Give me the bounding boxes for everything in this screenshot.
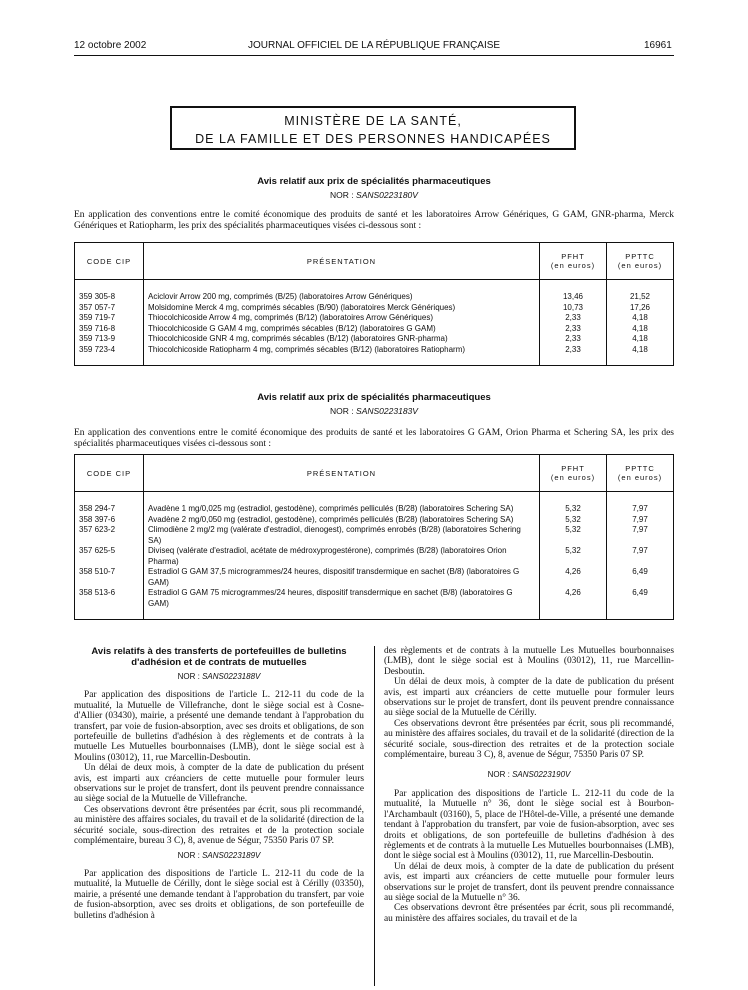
- left-paragraph-1: Par application des dispositions de l'article L. 212-11 du code de la mutualité, la Mutuelle de Villefranche, dont le siège social est à Cosne-d'Allier (03430), mairie, a présenté une demande tendant à l'approbation du transfert, par voie de fusion-absorption, avec ses droits et obligations, de son portefeuille de bulletins d'adhésion à des règlements et de contrats à la mutuelle Les Mutuelles bourbonnaises (LMB), dont le siège social est à Moulins (03012), 11, rue Marcellin-Desboutin.: [74, 690, 364, 763]
- left-paragraph-3: Ces observations devront être présentées par écrit, sous pli recommandé, au ministère des affaires sociales, du travail et de la solidarité (direction de la sécurité sociale, sous-direction des retraites et de la protection sociale complémentaire, bureau 3 C), 8, avenue de Ségur, 75350 Paris 07 SP.: [74, 804, 364, 847]
- cell-presentation: Molsidomine Merck 4 mg, comprimés sécables (B/90) (laboratoires Merck Génériques): [144, 303, 540, 314]
- table-row: [75, 280, 674, 303]
- right-paragraph-6: Ces observations devront être présentées par écrit, sous pli recommandé, au ministère des affaires sociales, du travail et de la: [384, 903, 674, 924]
- cell-cip: 358 294-7: [75, 492, 144, 515]
- cell-cip: 358 513-6: [75, 588, 144, 620]
- cell-pttc: 4,18: [607, 313, 674, 324]
- col-header-presentation: PRÉSENTATION: [144, 455, 540, 492]
- avis-1-table: [74, 242, 674, 366]
- col-header-pfht: PFHT (en euros): [540, 243, 607, 280]
- cell-pttc: 4,18: [607, 324, 674, 335]
- ministry-line-2: DE LA FAMILLE ET DES PERSONNES HANDICAPÉES: [195, 132, 551, 146]
- left-nor-1: NOR : SANS0223188V: [177, 672, 261, 681]
- cell-pttc: 4,18: [607, 345, 674, 366]
- cell-pfht: 10,73: [540, 303, 607, 314]
- cell-cip: 359 719-7: [75, 313, 144, 324]
- table-header-row: [75, 455, 674, 492]
- avis-2-title: Avis relatif aux prix de spécialités pharmaceutiques: [257, 392, 491, 403]
- cell-cip: 359 716-8: [75, 324, 144, 335]
- cell-pttc: 7,97: [607, 515, 674, 526]
- cell-cip: 358 397-6: [75, 515, 144, 526]
- cell-presentation: Thiocolchicoside G GAM 4 mg, comprimés sécables (B/12) (laboratoires G GAM): [144, 324, 540, 335]
- cell-cip: 358 510-7: [75, 567, 144, 588]
- nor-code: SANS0223180V: [356, 190, 418, 200]
- table-row: [75, 525, 674, 546]
- avis-2-nor: [74, 406, 674, 416]
- cell-presentation: Climodiène 2 mg/2 mg (valérate d'estradiol, dienogest), comprimés enrobés (B/28) (laboratoires Schering SA): [144, 525, 540, 546]
- cell-presentation: Estradiol G GAM 37,5 microgrammes/24 heures, dispositif transdermique en sachet (B/8) (laboratoires G GAM): [144, 567, 540, 588]
- avis-1-intro: En application des conventions entre le comité économique des produits de santé et les laboratoires Arrow Génériques, G GAM, GNR-pharma, Merck Génériques et Ratiopharm, les prix des spécialités pharmaceutiques visées ci-dessous sont :: [74, 210, 674, 231]
- table-row: [75, 588, 674, 620]
- avis-1-nor: [74, 190, 674, 200]
- left-nor-2: NOR : SANS0223189V: [177, 850, 261, 860]
- table-row: [75, 334, 674, 345]
- avis-1-title: Avis relatif aux prix de spécialités pharmaceutiques: [257, 176, 491, 187]
- right-paragraph-5: Un délai de deux mois, à compter de la date de publication du présent avis, est imparti aux créanciers de cette mutuelle pour formuler leurs observations sur le projet de transfert, dont ils peuvent prendre connaissance au siège social de la Mutuelle n° 36.: [384, 861, 674, 903]
- cell-pttc: 6,49: [607, 588, 674, 620]
- header-journal: JOURNAL OFFICIEL DE LA RÉPUBLIQUE FRANÇAISE: [248, 40, 501, 51]
- left-column: [74, 646, 364, 921]
- table-header-row: [75, 243, 674, 280]
- cell-presentation: Avadène 2 mg/0,050 mg (estradiol, gestodène), comprimés pelliculés (B/28) (laboratoires Schering SA): [144, 515, 540, 526]
- col-header-pttc: PPTTC (en euros): [607, 243, 674, 280]
- cell-cip: 357 623-2: [75, 525, 144, 546]
- table-row: [75, 345, 674, 366]
- cell-presentation: Avadène 1 mg/0,025 mg (estradiol, gestodène), comprimés pelliculés (B/28) (laboratoires Schering SA): [144, 492, 540, 515]
- table-row: [75, 515, 674, 526]
- cell-presentation: Thiocolchicoside Arrow 4 mg, comprimés (B/12) (laboratoires Arrow Génériques): [144, 313, 540, 324]
- cell-pfht: 5,32: [540, 515, 607, 526]
- header-rule: [74, 55, 674, 56]
- right-paragraph-2: Un délai de deux mois, à compter de la date de publication du présent avis, est imparti aux créanciers de cette mutuelle pour formuler leurs observations sur le projet de transfert, dont ils peuvent prendre connaissance au siège social de la Mutuelle de Cérilly.: [384, 677, 674, 719]
- cell-pfht: 4,26: [540, 588, 607, 620]
- cell-cip: 357 057-7: [75, 303, 144, 314]
- cell-pfht: 4,26: [540, 567, 607, 588]
- table-row: [75, 303, 674, 314]
- header-date: 12 octobre 2002: [74, 40, 147, 51]
- left-paragraph-2: Un délai de deux mois, à compter de la date de publication du présent avis, est imparti aux créanciers de cette mutuelle pour formuler leurs observations sur le projet de transfert, dont ils peuvent prendre connaissance au siège social de la Mutuelle de Villefranche.: [74, 763, 364, 805]
- right-paragraph-4: Par application des dispositions de l'article L. 212-11 du code de la mutualité, la Mutuelle n° 36, dont le siège social est à Bourbon-l'Archambault (03160), 5, place de l'Hôtel-de-Ville, a présenté une demande tendant à l'approbation du transfert, par voie de fusion-absorption, avec ses droits et obligations, de son portefeuille de bulletins d'adhésion à des règlements et de contrats à la mutuelle Les Mutuelles bourbonnaises (LMB), dont le siège social est à Moulins (03012), 11, rue Marcellin-Desboutin.: [384, 788, 674, 862]
- cell-cip: 359 713-9: [75, 334, 144, 345]
- avis-2-table: [74, 454, 674, 620]
- right-nor: NOR : SANS0223190V: [487, 770, 571, 780]
- table-row: [75, 492, 674, 515]
- col-header-pfht: PFHT (en euros): [540, 455, 607, 492]
- cell-presentation: Aciclovir Arrow 200 mg, comprimés (B/25) (laboratoires Arrow Génériques): [144, 280, 540, 303]
- ministry-box: [170, 106, 576, 150]
- cell-cip: 359 305-8: [75, 280, 144, 303]
- table-row: [75, 324, 674, 335]
- col-header-cip: CODE CIP: [75, 243, 144, 280]
- cell-cip: 359 723-4: [75, 345, 144, 366]
- table-row: [75, 546, 674, 567]
- cell-pfht: 2,33: [540, 324, 607, 335]
- ministry-line-1: MINISTÈRE DE LA SANTÉ,: [284, 114, 462, 128]
- cell-pttc: 7,97: [607, 546, 674, 567]
- table-row: [75, 313, 674, 324]
- table-row: [75, 567, 674, 588]
- cell-pfht: 5,32: [540, 546, 607, 567]
- nor-label: NOR :: [330, 190, 354, 200]
- cell-pfht: 5,32: [540, 525, 607, 546]
- cell-cip: 357 625-5: [75, 546, 144, 567]
- col-header-cip: CODE CIP: [75, 455, 144, 492]
- nor-code: SANS0223183V: [356, 406, 418, 416]
- transfer-section-title: Avis relatifs à des transferts de portefeuilles de bulletins d'adhésion et de contrats de mutuelles: [91, 646, 347, 668]
- cell-pfht: 13,46: [540, 280, 607, 303]
- cell-pfht: 2,33: [540, 334, 607, 345]
- cell-pfht: 2,33: [540, 345, 607, 366]
- cell-presentation: Diviseq (valérate d'estradiol, acétate de médroxyprogestérone), comprimés (B/28) (laboratoires Orion Pharma): [144, 546, 540, 567]
- cell-pfht: 2,33: [540, 313, 607, 324]
- cell-presentation: Thiocolchicoside GNR 4 mg, comprimés sécables (B/12) (laboratoires GNR-pharma): [144, 334, 540, 345]
- right-paragraph-1: des règlements et de contrats à la mutuelle Les Mutuelles bourbonnaises (LMB), dont le siège social est à Moulins (03012), 11, rue Marcellin-Desboutin.: [384, 646, 674, 677]
- header-page-number: 16961: [644, 40, 672, 51]
- nor-label: NOR :: [330, 406, 354, 416]
- cell-pttc: 4,18: [607, 334, 674, 345]
- cell-pttc: 6,49: [607, 567, 674, 588]
- cell-presentation: Thiocolchicoside Ratiopharm 4 mg, comprimés sécables (B/12) (laboratoires Ratiopharm): [144, 345, 540, 366]
- cell-pttc: 17,26: [607, 303, 674, 314]
- column-divider: [374, 646, 375, 986]
- right-paragraph-3: Ces observations devront être présentées par écrit, sous pli recommandé, au ministère des affaires sociales, du travail et de la solidarité (direction de la sécurité sociale, sous-direction des retraites et de la protection sociale complémentaire, bureau 3 C), 8, avenue de Ségur, 75350 Paris 07 SP.: [384, 718, 674, 761]
- cell-presentation: Estradiol G GAM 75 microgrammes/24 heures, dispositif transdermique en sachet (B/8) (laboratoires G GAM): [144, 588, 540, 620]
- col-header-pttc: PPTTC (en euros): [607, 455, 674, 492]
- right-column: [384, 646, 674, 924]
- left-paragraph-4: Par application des dispositions de l'article L. 212-11 du code de la mutualité, la Mutuelle de Cérilly, dont le siège social est à Cérilly (03350), mairie, a présenté une demande tendant à l'approbation du transfert, par voie de fusion-absorption, avec ses droits et obligations, de son portefeuille de bulletins d'adhésion à: [74, 868, 364, 921]
- cell-pttc: 7,97: [607, 525, 674, 546]
- cell-pttc: 21,52: [607, 280, 674, 303]
- cell-pfht: 5,32: [540, 492, 607, 515]
- col-header-presentation: PRÉSENTATION: [144, 243, 540, 280]
- avis-2-intro: En application des conventions entre le comité économique des produits de santé et les laboratoires G GAM, Orion Pharma et Schering SA, les prix des spécialités pharmaceutiques visées ci-dessous sont :: [74, 428, 674, 449]
- cell-pttc: 7,97: [607, 492, 674, 515]
